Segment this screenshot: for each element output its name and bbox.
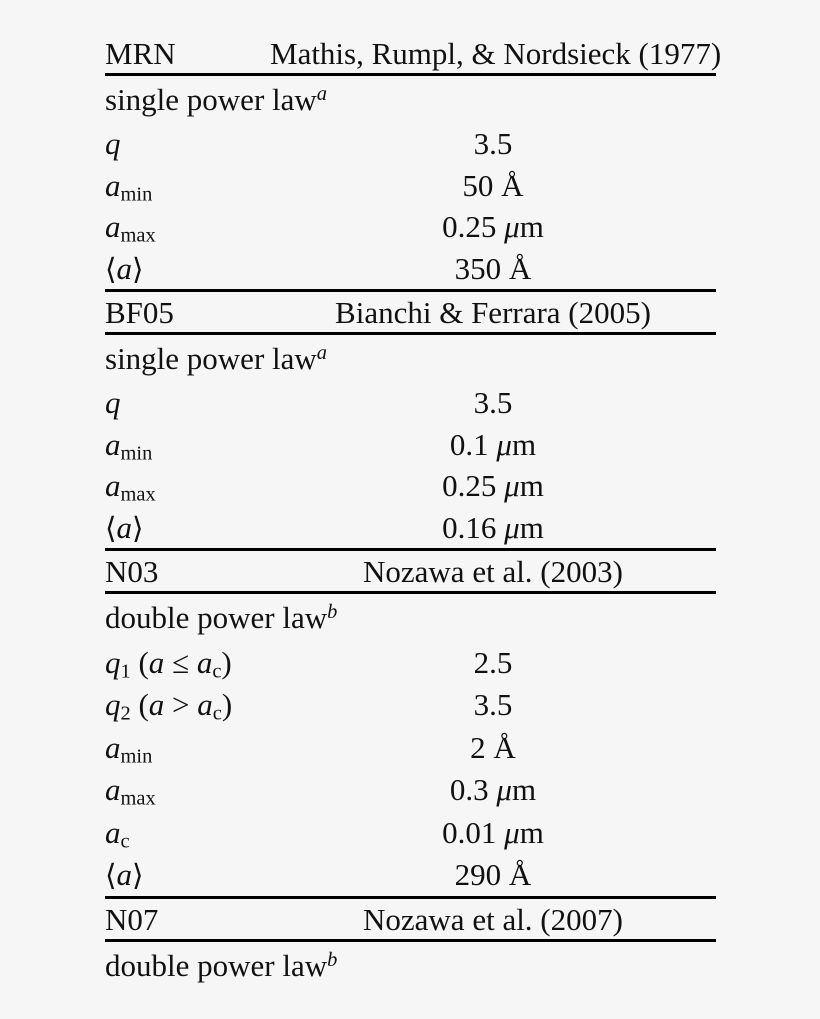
text-run: 0.25 bbox=[442, 209, 505, 245]
text-run: 3.5 bbox=[473, 385, 513, 421]
param-value bbox=[270, 126, 716, 162]
param-value bbox=[270, 385, 716, 421]
param-row bbox=[105, 811, 716, 854]
param-label bbox=[105, 468, 270, 506]
law-label bbox=[105, 343, 327, 374]
subscript: 1 bbox=[120, 660, 131, 683]
math-italic: a bbox=[105, 167, 121, 203]
section-header-row bbox=[105, 33, 722, 73]
subscript: c bbox=[120, 830, 130, 853]
math-italic: a bbox=[197, 687, 213, 723]
table-section bbox=[105, 33, 722, 289]
param-label bbox=[105, 426, 270, 465]
math-italic: μ bbox=[504, 509, 520, 545]
text-run: single power law bbox=[105, 82, 317, 117]
param-row bbox=[105, 507, 716, 549]
subscript: min bbox=[120, 745, 153, 768]
angle-bracket: ⟩ bbox=[132, 858, 144, 893]
math-italic: μ bbox=[504, 814, 520, 850]
text-run: m bbox=[511, 772, 537, 808]
table-section bbox=[105, 896, 716, 989]
math-italic: a bbox=[116, 857, 132, 893]
law-row bbox=[105, 335, 716, 382]
math-italic: a bbox=[105, 729, 121, 765]
subscript: c bbox=[212, 660, 222, 683]
text-run: 0.16 bbox=[442, 509, 505, 545]
law-label bbox=[105, 950, 337, 981]
table-section bbox=[105, 289, 716, 548]
param-value bbox=[270, 729, 716, 765]
math-italic: q bbox=[105, 687, 121, 723]
param-row bbox=[105, 206, 716, 248]
param-row bbox=[105, 248, 716, 290]
math-italic: a bbox=[148, 687, 165, 723]
param-value bbox=[270, 209, 716, 245]
model-citation: Nozawa et al. (2007) bbox=[363, 901, 623, 937]
text-run: m bbox=[519, 509, 544, 545]
text-run: m bbox=[519, 814, 544, 850]
text-run: 0.3 bbox=[449, 772, 497, 808]
footnote-superscript: b bbox=[327, 948, 338, 971]
math-italic: a bbox=[105, 468, 121, 504]
param-value bbox=[270, 644, 716, 680]
angle-bracket: ⟨ bbox=[105, 510, 117, 545]
param-label bbox=[105, 857, 270, 893]
param-row bbox=[105, 123, 716, 165]
subscript: max bbox=[120, 224, 156, 247]
text-run: 0.01 bbox=[442, 814, 505, 850]
param-label bbox=[105, 167, 270, 206]
param-label bbox=[105, 250, 270, 286]
math-italic: a bbox=[105, 772, 121, 808]
text-run: 290 Å bbox=[454, 857, 532, 893]
math-italic: a bbox=[105, 209, 121, 245]
law-row bbox=[105, 76, 716, 123]
param-row bbox=[105, 382, 716, 424]
param-rows bbox=[105, 382, 716, 548]
text-run: 50 Å bbox=[462, 167, 524, 203]
text-run: 3.5 bbox=[473, 687, 513, 723]
table-section bbox=[105, 548, 716, 896]
text-run: ) bbox=[221, 644, 232, 680]
text-run: 0.25 bbox=[442, 468, 505, 504]
math-italic: a bbox=[105, 814, 121, 850]
param-value bbox=[270, 250, 716, 286]
math-italic: a bbox=[196, 644, 213, 680]
law-row bbox=[105, 942, 716, 989]
math-italic: a bbox=[148, 644, 165, 680]
param-row bbox=[105, 684, 716, 727]
param-label bbox=[105, 126, 270, 162]
text-run: 350 Å bbox=[454, 250, 532, 286]
model-id: BF05 bbox=[105, 294, 174, 330]
math-italic: μ bbox=[504, 468, 520, 504]
param-value bbox=[270, 468, 716, 504]
subscript: c bbox=[212, 702, 222, 725]
param-label bbox=[105, 729, 270, 768]
section-header-row bbox=[105, 551, 716, 591]
text-run: m bbox=[519, 209, 544, 245]
math-italic: q bbox=[105, 126, 121, 162]
subscript: min bbox=[120, 183, 153, 206]
param-row bbox=[105, 641, 716, 684]
footnote-superscript: a bbox=[316, 341, 327, 364]
model-citation: Bianchi & Ferrara (2005) bbox=[335, 294, 651, 330]
param-row bbox=[105, 769, 716, 812]
text-run: ) bbox=[221, 687, 233, 723]
footnote-superscript: b bbox=[327, 600, 338, 623]
param-label bbox=[105, 209, 270, 247]
text-run: > bbox=[164, 687, 198, 723]
text-run: 0.1 bbox=[449, 426, 497, 462]
subscript: max bbox=[120, 483, 156, 506]
section-header-row bbox=[105, 899, 716, 939]
text-run: single power law bbox=[105, 341, 317, 376]
subscript: max bbox=[120, 787, 156, 810]
law-label bbox=[105, 602, 337, 633]
math-italic: a bbox=[116, 509, 132, 545]
text-run: m bbox=[511, 426, 537, 462]
param-value bbox=[270, 167, 716, 203]
param-rows bbox=[105, 123, 716, 289]
param-row bbox=[105, 854, 716, 897]
math-italic: q bbox=[105, 385, 121, 421]
param-label bbox=[105, 644, 270, 683]
param-row bbox=[105, 726, 716, 769]
section-header-row bbox=[105, 292, 716, 332]
text-run: 2.5 bbox=[473, 644, 513, 680]
param-rows bbox=[105, 641, 716, 896]
subscript: min bbox=[120, 442, 153, 465]
text-run: double power law bbox=[105, 948, 328, 983]
angle-bracket: ⟩ bbox=[132, 510, 144, 545]
text-run: ( bbox=[130, 687, 149, 723]
param-value bbox=[270, 814, 716, 850]
param-label bbox=[105, 814, 270, 853]
model-citation: Mathis, Rumpl, & Nordsieck (1977) bbox=[270, 35, 722, 71]
law-row bbox=[105, 594, 716, 641]
param-value bbox=[270, 509, 716, 545]
grain-size-distribution-table bbox=[105, 33, 722, 989]
text-run: double power law bbox=[105, 600, 328, 635]
param-label bbox=[105, 509, 270, 545]
math-italic: μ bbox=[496, 426, 512, 462]
footnote-superscript: a bbox=[316, 82, 327, 105]
param-value bbox=[270, 772, 716, 808]
math-italic: μ bbox=[504, 209, 520, 245]
math-italic: q bbox=[105, 644, 121, 680]
param-value bbox=[270, 687, 716, 723]
model-id: N07 bbox=[105, 901, 159, 937]
text-run: 3.5 bbox=[473, 126, 513, 162]
param-label bbox=[105, 385, 270, 421]
model-id: N03 bbox=[105, 553, 159, 589]
param-label bbox=[105, 772, 270, 810]
math-italic: a bbox=[105, 426, 121, 462]
param-label bbox=[105, 687, 270, 725]
text-run: m bbox=[519, 468, 544, 504]
param-value bbox=[270, 426, 716, 462]
model-citation: Nozawa et al. (2003) bbox=[363, 553, 623, 589]
param-value bbox=[270, 857, 716, 893]
subscript: 2 bbox=[120, 702, 131, 725]
angle-bracket: ⟨ bbox=[105, 858, 117, 893]
param-row bbox=[105, 165, 716, 207]
angle-bracket: ⟩ bbox=[132, 251, 144, 286]
math-italic: μ bbox=[496, 772, 512, 808]
math-italic: a bbox=[116, 250, 132, 286]
angle-bracket: ⟨ bbox=[105, 251, 117, 286]
text-run: ( bbox=[130, 644, 149, 680]
text-run: ≤ bbox=[164, 644, 197, 680]
text-run: 2 Å bbox=[470, 729, 516, 765]
param-row bbox=[105, 424, 716, 466]
law-label bbox=[105, 84, 327, 115]
param-row bbox=[105, 465, 716, 507]
model-id: MRN bbox=[105, 35, 176, 71]
